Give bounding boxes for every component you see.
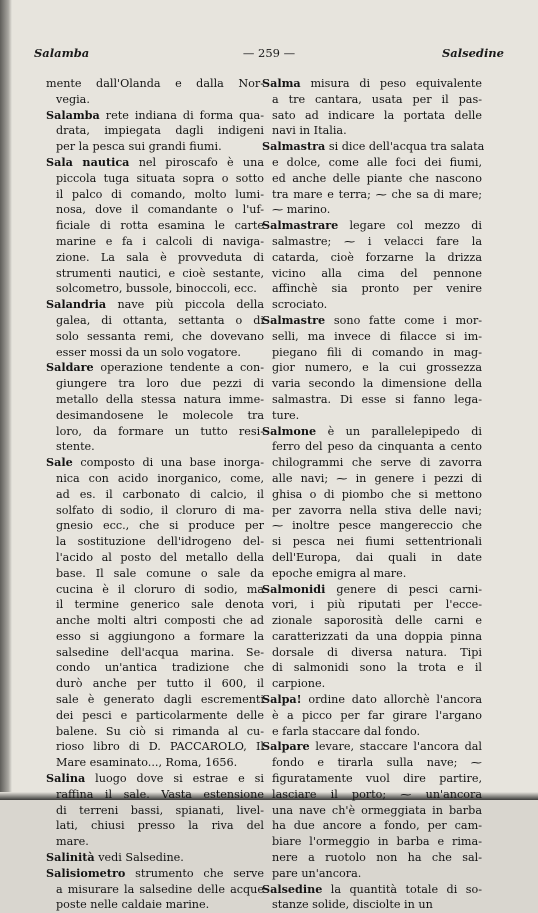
entry-text: affinchè sia pronto per venire — [272, 282, 482, 296]
headword: Salandria — [46, 297, 107, 312]
entry-line — [262, 897, 482, 913]
entry-line — [46, 582, 264, 598]
dictionary-entry — [262, 882, 482, 913]
entry-text: epoche emigra al mare. — [272, 566, 407, 580]
entry-text: solo sessanta remi, che dovevano — [56, 329, 264, 343]
entry-line — [46, 755, 264, 771]
entry-line — [262, 676, 482, 692]
entry-text: è un parallelepipedo di — [316, 424, 482, 438]
entry-line — [262, 76, 482, 92]
entry-line — [46, 392, 264, 408]
entry-text: la quantità totale di so- — [322, 882, 482, 896]
entry-line — [46, 297, 264, 313]
entry-text: ghisa o di piombo che si mettono — [272, 487, 482, 501]
running-header — [34, 46, 504, 62]
headword: Saldare — [46, 360, 94, 375]
headword: Salmastra — [262, 139, 326, 154]
dictionary-entry — [46, 771, 264, 850]
entry-line — [262, 171, 482, 187]
entry-line — [262, 392, 482, 408]
entry-text: per zavorra nella stiva delle navi; — [272, 503, 482, 517]
dictionary-entry — [262, 582, 482, 693]
entry-line — [262, 724, 482, 740]
entry-line — [46, 724, 264, 740]
headword: Salsedine — [262, 881, 323, 896]
headword: Salmastre — [262, 312, 326, 327]
entry-line — [262, 266, 482, 282]
entry-line — [46, 329, 264, 345]
entry-text: salsedine dell'acqua marina. Se- — [56, 645, 264, 659]
entry-line — [46, 597, 264, 613]
entry-text: di salmonidi sono la trota e il — [272, 661, 482, 675]
entry-text: mente dall'Olanda e dalla Nor- — [46, 77, 264, 90]
entry-line — [46, 882, 264, 898]
entry-line — [46, 345, 264, 361]
entry-text: fondo e tirarla sulla nave; ⁓ — [272, 756, 482, 770]
entry-text: una nave ch'è ormeggiata in barba — [272, 803, 482, 817]
entry-text: condo un'antica tradizione che — [56, 661, 264, 675]
entry-text: per la pesca sui grandi fiumi. — [56, 140, 222, 154]
entry-line — [262, 518, 482, 534]
entry-text: genere di pesci carni- — [325, 582, 482, 596]
dictionary-entry — [46, 850, 264, 866]
headword: Salmone — [262, 423, 317, 438]
entry-text: si dice dell'acqua tra salata — [325, 140, 485, 154]
entry-line — [262, 202, 482, 218]
entry-line — [262, 582, 482, 598]
entry-text: salmastra. Di esse si fanno lega- — [272, 392, 482, 406]
entry-line — [262, 645, 482, 661]
dictionary-entry — [46, 108, 264, 155]
entry-text: sato ad indicare la portata delle — [272, 108, 482, 122]
headword: Salmastrare — [262, 218, 339, 233]
entry-text: ⁓ marino. — [272, 203, 331, 217]
page-number: — 259 — — [242, 46, 296, 60]
entry-line — [46, 708, 264, 724]
entry-line — [46, 629, 264, 645]
entry-line — [262, 234, 482, 250]
entry-line — [46, 550, 264, 566]
entry-text: galea, di ottanta, settanta o di — [56, 313, 264, 327]
headword: Salinità — [46, 850, 95, 865]
headword: Salmonidi — [262, 581, 326, 596]
headword: Salpare — [262, 739, 310, 754]
entry-text: marine e fa i calcoli di naviga- — [56, 234, 264, 248]
entry-text: Mare esaminato..., Roma, 1656. — [56, 756, 238, 770]
entry-text: strumento che serve — [125, 866, 264, 880]
entry-text: nave più piccola della — [106, 298, 264, 312]
entry-line — [262, 376, 482, 392]
entry-line — [46, 803, 264, 819]
entry-line — [46, 376, 264, 392]
entry-line — [46, 676, 264, 692]
entry-text: carpione. — [272, 677, 326, 691]
entry-text: esser mossi da un solo vogatore. — [56, 345, 241, 359]
entry-line — [46, 818, 264, 834]
entry-text: ad es. il carbonato di calcio, il — [56, 487, 264, 501]
dictionary-entry — [46, 297, 264, 360]
entry-line — [262, 439, 482, 455]
entry-line — [46, 503, 264, 519]
entry-line — [46, 439, 264, 455]
entry-text: pare un'ancora. — [272, 866, 362, 880]
entry-line — [262, 771, 482, 787]
entry-text: composto di una base inorga- — [72, 456, 264, 470]
entry-text: stente. — [56, 440, 95, 454]
entry-text: cucina è il cloruro di sodio, ma — [56, 582, 264, 596]
entry-line — [46, 471, 264, 487]
entry-text: alle navi; ⁓ in genere i pezzi di — [272, 471, 482, 485]
entry-text: selli, ma invece di filacce si im- — [272, 329, 482, 343]
entry-text: dei pesci e particolarmente delle — [56, 708, 264, 722]
entry-text: vori, i più riputati per l'ecce- — [272, 598, 482, 612]
entry-line — [46, 92, 264, 108]
entry-line — [262, 818, 482, 834]
entry-line — [46, 834, 264, 850]
entry-text: balene. Su ciò si rimanda al cu- — [56, 724, 264, 738]
entry-line — [262, 550, 482, 566]
entry-text: caratterizzati da una doppia pinna — [272, 629, 482, 643]
entry-line — [46, 155, 264, 171]
headword: Sala nautica — [46, 154, 130, 169]
entry-text: di terreni bassi, spianati, livel- — [56, 803, 264, 817]
entry-text: biare l'ormeggio in barba e rima- — [272, 835, 482, 849]
entry-text: sale è generato dagli escrementi — [56, 693, 264, 707]
entry-text: chilogrammi che serve di zavorra — [272, 456, 482, 470]
entry-text: mare. — [56, 835, 89, 849]
entry-line — [262, 866, 482, 882]
entry-line — [46, 123, 264, 139]
entry-line — [46, 408, 264, 424]
entry-line — [46, 424, 264, 440]
entry-line — [262, 503, 482, 519]
entry-text: rioso libro di D. PACCAROLO, Il — [56, 740, 264, 754]
entry-line — [262, 787, 482, 803]
entry-line — [46, 645, 264, 661]
dictionary-entry — [262, 692, 482, 739]
dictionary-entry — [46, 455, 264, 771]
entry-line — [262, 92, 482, 108]
entry-line — [46, 218, 264, 234]
header-last-entry: Salsedine — [441, 46, 504, 60]
entry-line — [262, 123, 482, 139]
entry-text: ture. — [272, 408, 300, 422]
entry-text: lati, chiusi presso la riva del — [56, 819, 264, 833]
entry-line — [46, 202, 264, 218]
entry-text: dorsale di diversa natura. Tipi — [272, 645, 482, 659]
entry-text: nere a ruotolo non ha che sal- — [272, 851, 482, 865]
dictionary-entry — [262, 424, 482, 582]
entry-text: gior numero, e la cui grossezza — [272, 361, 482, 375]
dictionary-entry — [262, 313, 482, 424]
entry-line — [262, 566, 482, 582]
entry-line — [262, 803, 482, 819]
entry-text: rete indiana di forma qua- — [99, 108, 264, 122]
entry-line — [46, 313, 264, 329]
entry-text: a tre cantara, usata per il pas- — [272, 92, 482, 106]
entry-line — [46, 866, 264, 882]
entry-text: poste nelle caldaie marine. — [56, 898, 210, 912]
entry-text: ed anche delle piante che nascono — [272, 171, 482, 185]
entry-text: salmastre; ⁓ i velacci fare la — [272, 234, 482, 248]
entry-text: legare col mezzo di — [338, 219, 482, 233]
entry-line — [46, 534, 264, 550]
entry-line — [262, 297, 482, 313]
entry-text: e farla staccare dal fondo. — [272, 724, 421, 738]
entry-text: il termine generico sale denota — [56, 598, 264, 612]
entry-line — [46, 566, 264, 582]
entry-line — [262, 408, 482, 424]
headword: Sale — [46, 455, 73, 470]
entry-line — [46, 76, 264, 92]
entry-text: ficiale di rotta esamina le carte — [56, 219, 264, 233]
entry-line — [262, 250, 482, 266]
entry-text: esso si aggiungono a formare la — [56, 629, 264, 643]
entry-line — [262, 613, 482, 629]
dictionary-entry — [262, 76, 482, 139]
entry-line — [46, 281, 264, 297]
entry-line — [46, 187, 264, 203]
entry-text: ferro del peso da cinquanta a cento — [272, 440, 482, 454]
entry-text: desimandosene le molecole tra — [56, 408, 264, 422]
entry-text: zione. La sala è provveduta di — [56, 250, 264, 264]
entry-text: luogo dove si estrae e si — [85, 772, 264, 786]
entry-text: figuratamente vuol dire partire, — [272, 772, 482, 786]
entry-text: raffina il sale. Vasta estensione — [56, 787, 264, 801]
entry-text: nosa, dove il comandante o l'uf- — [56, 203, 264, 217]
entry-text: metallo della stessa natura imme- — [56, 392, 264, 406]
entry-text: si pesca nei fiumi settentrionali — [272, 535, 482, 549]
dictionary-entry — [46, 360, 264, 455]
entry-line — [262, 534, 482, 550]
scan-shadow-left — [0, 0, 12, 800]
entry-text: stanze solide, disciolte in un — [272, 898, 433, 912]
entry-line — [262, 218, 482, 234]
entry-text: ⁓ inoltre pesce mangereccio che — [272, 519, 482, 533]
entry-text: vedi Salsedine. — [94, 851, 184, 865]
header-first-entry: Salamba — [34, 46, 90, 60]
entry-line — [262, 739, 482, 755]
dictionary-entry — [46, 866, 264, 913]
entry-line — [262, 108, 482, 124]
entry-text: dell'Europa, dai quali in date — [272, 550, 482, 564]
headword: Salpa! — [262, 692, 302, 707]
entry-line — [262, 629, 482, 645]
headword: Salina — [46, 771, 86, 786]
entry-text: misura di peso equivalente — [300, 77, 482, 90]
entry-text: navi in Italia. — [272, 124, 347, 138]
entry-line — [262, 597, 482, 613]
entry-line — [46, 250, 264, 266]
entry-line — [262, 187, 482, 203]
entry-text: base. Il sale comune o sale da — [56, 566, 264, 580]
entry-text: loro, da formare un tutto resi- — [56, 424, 264, 438]
entry-line — [46, 613, 264, 629]
entry-line — [46, 234, 264, 250]
entry-line — [262, 455, 482, 471]
entry-text: ha due ancore a fondo, per cam- — [272, 819, 482, 833]
entry-line — [262, 329, 482, 345]
entry-line — [262, 692, 482, 708]
entry-text: lasciare il porto; ⁓ un'ancora — [272, 787, 482, 801]
entry-line — [262, 834, 482, 850]
entry-line — [46, 455, 264, 471]
entry-line — [262, 313, 482, 329]
entry-line — [262, 139, 485, 155]
entry-text: è a picco per far girare l'argano — [272, 708, 482, 722]
dictionary-entry — [46, 155, 264, 297]
entry-text: drata, impiegata dagli indigeni — [56, 124, 264, 138]
entry-line — [46, 787, 264, 803]
entry-text: ordine dato allorchè l'ancora — [301, 693, 482, 707]
entry-text: a misurare la salsedine delle acque — [56, 882, 264, 896]
entry-text: levare, staccare l'ancora dal — [309, 740, 482, 754]
entry-text: vegia. — [56, 92, 90, 106]
entry-line — [262, 755, 482, 771]
entry-line — [46, 660, 264, 676]
entry-line — [46, 739, 264, 755]
entry-line — [262, 281, 482, 297]
entry-text: l'acido al posto del metallo della — [56, 550, 264, 564]
entry-line — [262, 850, 482, 866]
entry-line — [46, 139, 264, 155]
left-column — [46, 76, 264, 913]
entry-text: gnesio ecc., che si produce per — [56, 519, 264, 533]
entry-text: operazione tendente a con- — [93, 361, 264, 375]
dictionary-entry — [262, 139, 485, 218]
headword: Salisiometro — [46, 865, 126, 880]
entry-text: nica con acido inorganico, come, — [56, 471, 264, 485]
entry-line — [46, 108, 264, 124]
entry-line — [262, 660, 482, 676]
entry-line — [262, 360, 482, 376]
entry-text: nel piroscafo è una — [129, 155, 264, 169]
headword: Salma — [262, 76, 301, 90]
entry-text: solfato di sodio, il cloruro di ma- — [56, 503, 264, 517]
entry-line — [262, 708, 482, 724]
entry-text: piccola tuga situata sopra o sotto — [56, 171, 264, 185]
entry-line — [262, 882, 482, 898]
entry-text: giungere tra loro due pezzi di — [56, 377, 264, 391]
entry-text: vicino alla cima del pennone — [272, 266, 482, 280]
entry-line — [46, 692, 264, 708]
entry-line — [46, 171, 264, 187]
entry-line — [46, 850, 264, 866]
entry-text: durò anche per tutto il 600, il — [56, 677, 264, 691]
entry-text: e dolce, come alle foci dei fiumi, — [272, 155, 482, 169]
dictionary-entry — [262, 739, 482, 881]
entry-line — [46, 771, 264, 787]
entry-line — [46, 266, 264, 282]
entry-text: sono fatte come i mor- — [325, 313, 482, 327]
entry-line — [46, 518, 264, 534]
entry-line — [262, 471, 482, 487]
entry-text: la sostituzione dell'idrogeno del- — [56, 535, 264, 549]
right-column — [262, 76, 485, 913]
entry-text: piegano fili di comando in mag- — [272, 345, 482, 359]
entry-line — [262, 155, 482, 171]
entry-text: il palco di comando, molto lumi- — [56, 187, 264, 201]
entry-text: anche molti altri composti che ad — [56, 614, 264, 628]
entry-text: scrociato. — [272, 298, 328, 312]
entry-line — [262, 345, 482, 361]
entry-line — [262, 424, 482, 440]
entry-text: solcometro, bussole, binoccoli, ecc. — [56, 282, 257, 296]
entry-text: tra mare e terra; ⁓ che sa di mare; — [272, 187, 482, 201]
entry-line — [46, 897, 264, 913]
entry-text: catarda, cioè forzarne la drizza — [272, 250, 482, 264]
dictionary-entry — [46, 76, 264, 108]
entry-line — [262, 487, 482, 503]
entry-text: zionale saporosità delle carni e — [272, 614, 482, 628]
headword: Salamba — [46, 107, 100, 122]
entry-line — [46, 360, 264, 376]
entry-text: strumenti nautici, e cioè sestante, — [56, 266, 264, 280]
entry-text: varia secondo la dimensione della — [272, 377, 482, 391]
entry-line — [46, 487, 264, 503]
dictionary-entry — [262, 218, 482, 313]
